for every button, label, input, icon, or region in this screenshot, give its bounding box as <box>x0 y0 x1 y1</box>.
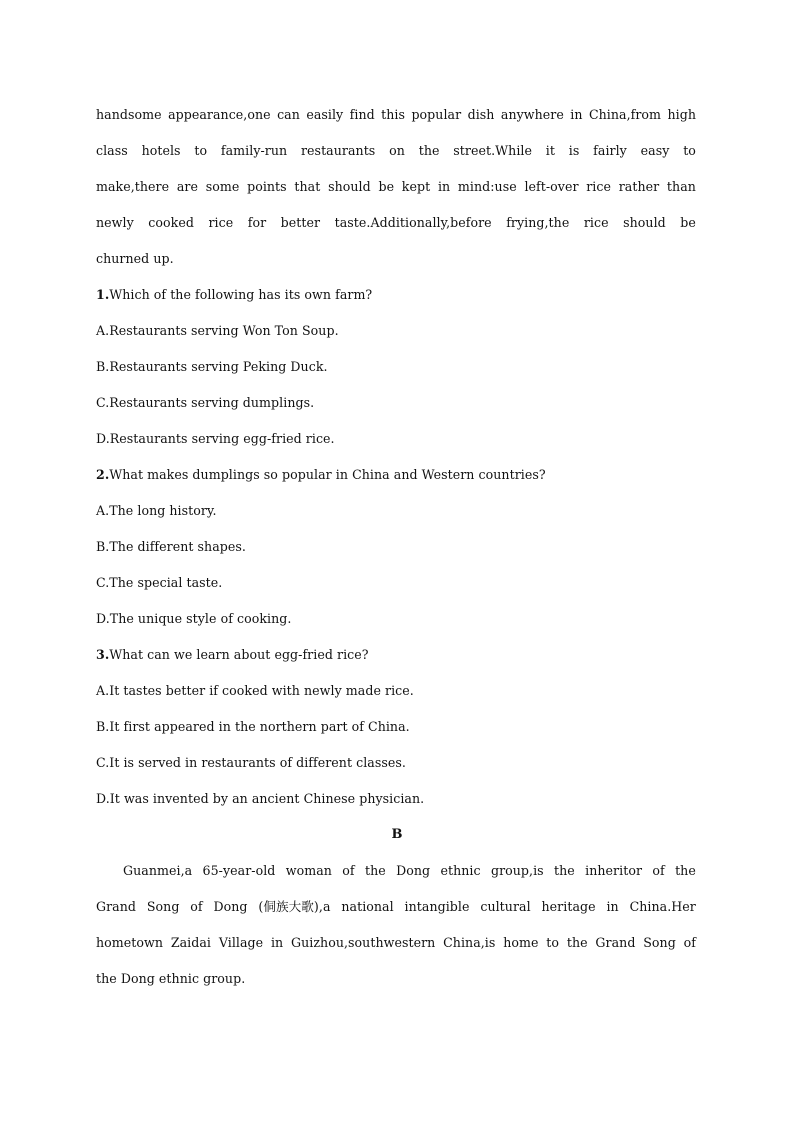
question-text: What can we learn about egg-fried rice? <box>109 647 369 662</box>
question-number: 3. <box>96 647 110 662</box>
answer-option: A.Restaurants serving Won Ton Soup. <box>96 323 339 338</box>
question-stem <box>96 287 696 303</box>
question-text: Which of the following has its own farm? <box>109 287 373 302</box>
passage-line: make,there are some points that should be kept in mind:use left-over rice rather than <box>96 179 696 194</box>
answer-option: D.The unique style of cooking. <box>96 611 292 626</box>
passage-line: class hotels to family-run restaurants on the street.While it is fairly easy to <box>96 143 696 158</box>
answer-option: A.The long history. <box>96 503 217 518</box>
answer-option: B.Restaurants serving Peking Duck. <box>96 359 328 374</box>
answer-option: B.The different shapes. <box>96 539 246 554</box>
passage-line: the Dong ethnic group. <box>96 971 246 986</box>
question-stem <box>96 647 696 663</box>
question-number: 2. <box>96 467 110 482</box>
answer-option: A.It tastes better if cooked with newly made rice. <box>96 683 414 698</box>
answer-option: D.Restaurants serving egg-fried rice. <box>96 431 335 446</box>
answer-option: C.Restaurants serving dumplings. <box>96 395 315 410</box>
answer-option: C.The special taste. <box>96 575 223 590</box>
passage-line: hometown Zaidai Village in Guizhou,southwestern China,is home to the Grand Song of <box>96 935 696 950</box>
answer-option: C.It is served in restaurants of different classes. <box>96 755 406 770</box>
passage-line: Grand Song of Dong (侗族大歌),a national intangible cultural heritage in China.Her <box>96 899 696 914</box>
passage-line: handsome appearance,one can easily find this popular dish anywhere in China,from high <box>96 107 696 122</box>
question-text: What makes dumplings so popular in China and Western countries? <box>109 467 546 482</box>
answer-option: D.It was invented by an ancient Chinese physician. <box>96 791 425 806</box>
question-number: 1. <box>96 287 110 302</box>
passage-line: churned up. <box>96 251 174 266</box>
passage-line: newly cooked rice for better taste.Additionally,before frying,the rice should be <box>96 215 696 230</box>
section-heading: B <box>391 827 403 842</box>
question-stem <box>96 467 696 483</box>
answer-option: B.It first appeared in the northern part of China. <box>96 719 410 734</box>
passage-line: Guanmei,a 65-year-old woman of the Dong ethnic group,is the inheritor of the <box>123 863 696 878</box>
